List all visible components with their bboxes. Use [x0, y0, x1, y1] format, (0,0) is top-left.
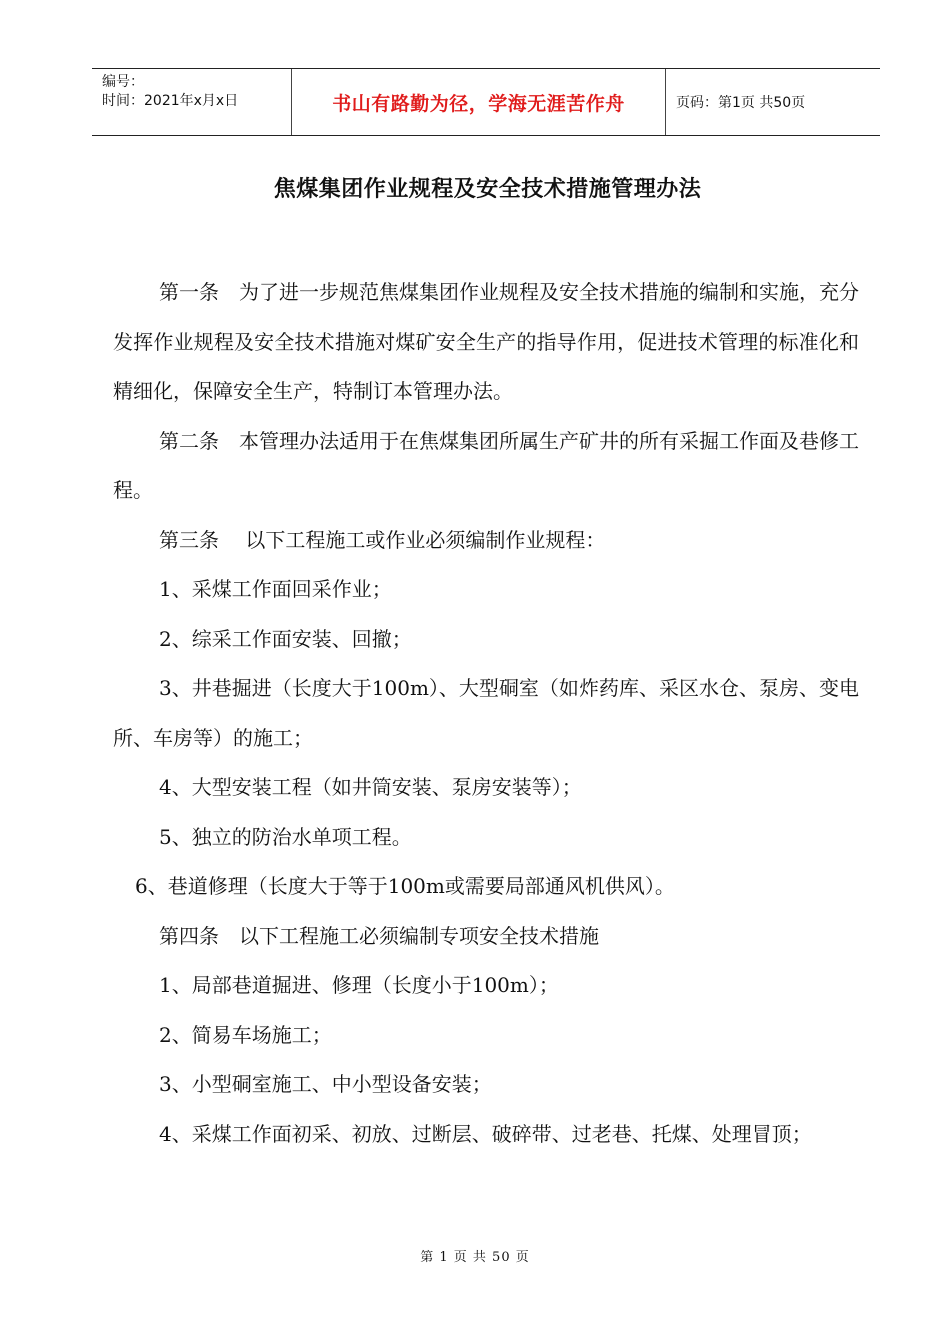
document-body [113, 268, 859, 1159]
article-2: 第二条 本管理办法适用于在焦煤集团所属生产矿井的所有采掘工作面及巷修工程。 [113, 428, 859, 502]
list-item: 6、巷道修理（长度大于等于100m或需要局部通风机供风）。 [135, 874, 675, 898]
article-3: 第三条 以下工程施工或作业必须编制作业规程： [159, 527, 606, 552]
list-item: 2、简易车场施工； [159, 1022, 332, 1047]
time-label: 时间：2021年x月x日 [102, 93, 239, 109]
list-item: 3、井巷掘进（长度大于100m）、大型硐室（如炸药库、采区水仓、泵房、变电所、车房等）的施工； [113, 676, 859, 750]
list-item: 5、独立的防治水单项工程。 [159, 824, 412, 849]
list-item: 1、局部巷道掘进、修理（长度小于100m）； [159, 973, 559, 997]
serial-number-label: 编号： [102, 74, 144, 90]
list-item: 4、采煤工作面初采、初放、过断层、破碎带、过老巷、托煤、处理冒顶； [159, 1121, 812, 1146]
list-item: 2、综采工作面安装、回撤； [159, 626, 412, 651]
document-title: 焦煤集团作业规程及安全技术措施管理办法 [273, 177, 702, 202]
header-table [92, 68, 880, 136]
page-footer: 第 1 页 共 50 页 [420, 1250, 530, 1265]
header-meta-cell [92, 69, 292, 135]
list-item: 3、小型硐室施工、中小型设备安装； [159, 1072, 492, 1096]
article-4: 第四条 以下工程施工必须编制专项安全技术措施 [159, 923, 599, 948]
header-page-info: 页码：第1页 共50页 [676, 95, 806, 111]
header-motto: 书山有路勤为径，学海无涯苦作舟 [292, 69, 666, 135]
list-item: 4、大型安装工程（如井筒安装、泵房安装等）； [159, 775, 582, 799]
article-1: 第一条 为了进一步规范焦煤集团作业规程及安全技术措施的编制和实施，充分发挥作业规程及安全技术措施对煤矿安全生产的指导作用，促进技术管理的标准化和精细化，保障安全生产，特制订本管理办法。 [113, 280, 859, 403]
list-item: 1、采煤工作面回采作业； [159, 577, 392, 601]
